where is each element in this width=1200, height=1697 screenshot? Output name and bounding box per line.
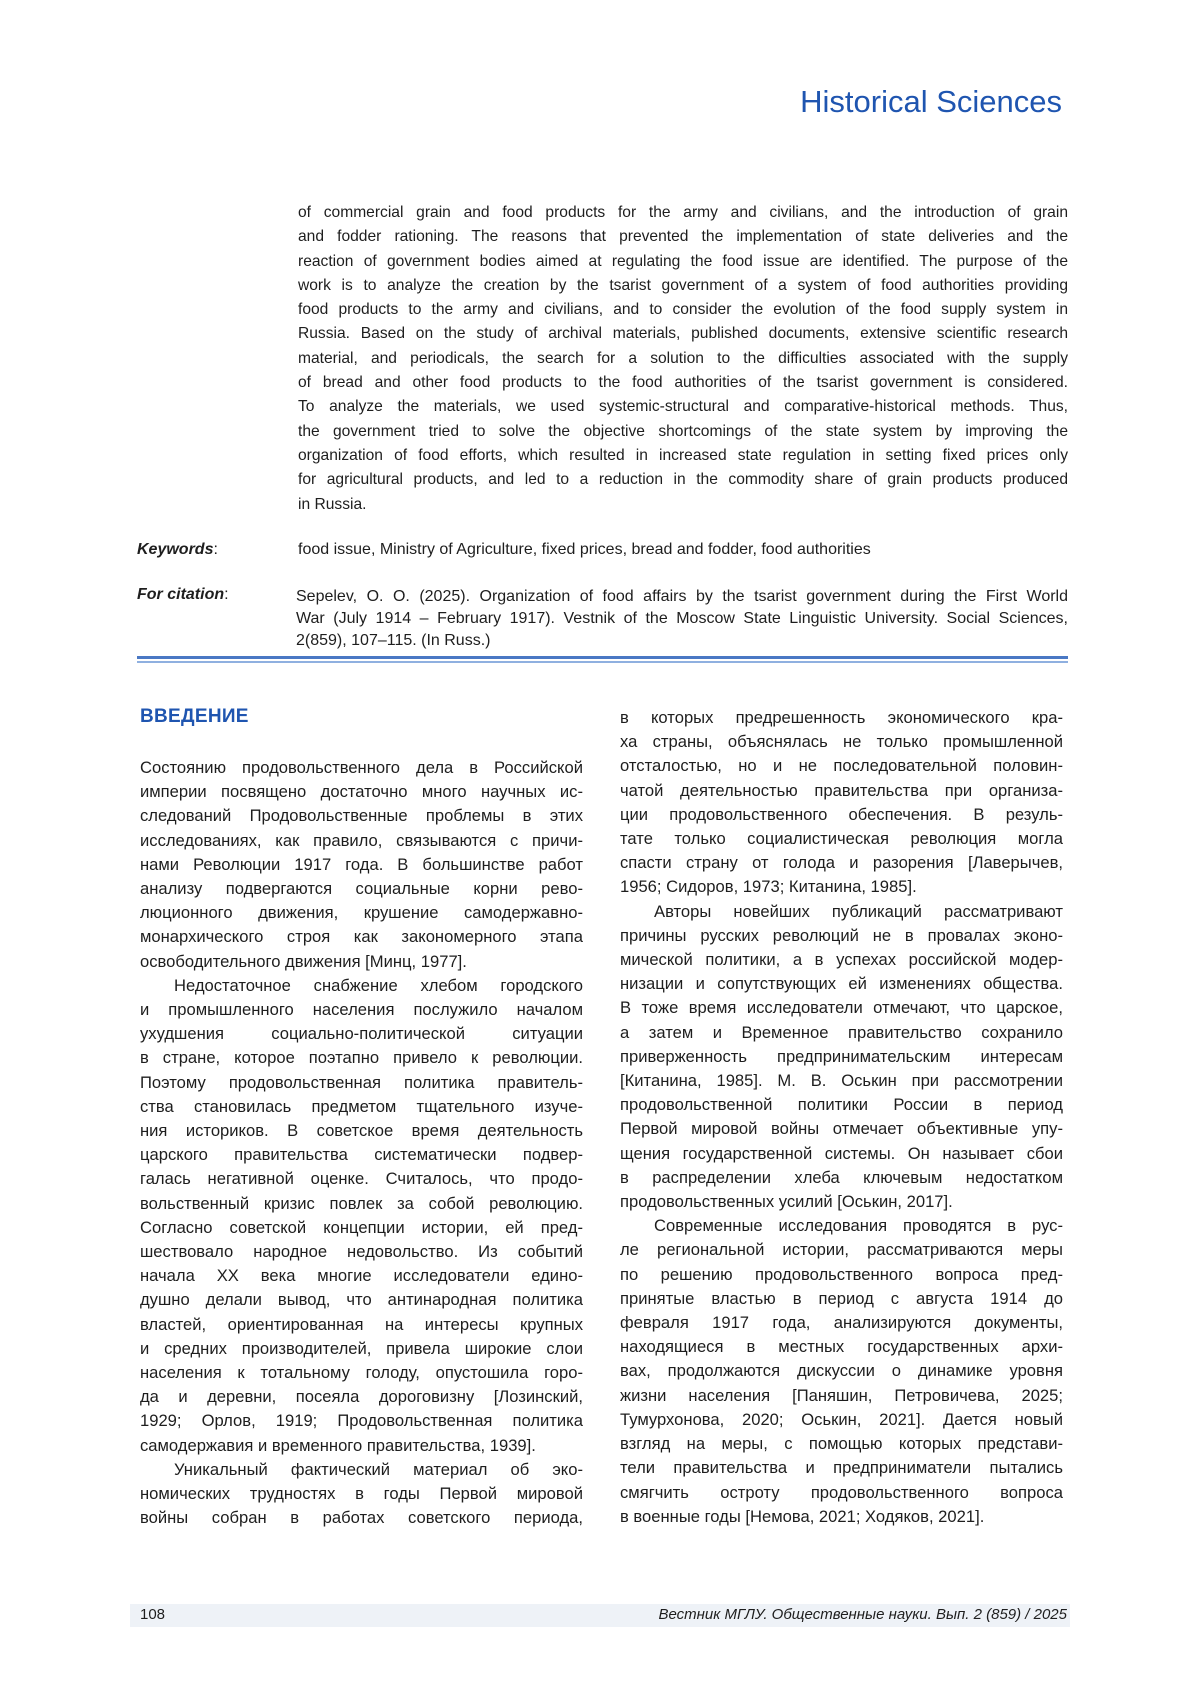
text-line: люционного движения, крушение самодержавно-: [140, 901, 583, 925]
keywords-value: food issue, Ministry of Agriculture, fixed prices, bread and fodder, food authorities: [298, 541, 871, 559]
citation-text: [296, 586, 1068, 652]
section-title: Historical Sciences: [700, 84, 1062, 120]
text-line: а затем и Временное правительство сохранило: [620, 1021, 1063, 1045]
text-line: продовольственной политики России в период: [620, 1093, 1063, 1117]
text-line: низации и сопутствующих ей изменениях общества.: [620, 972, 1063, 996]
text-line: в стране, которое поэтапно привело к революции.: [140, 1046, 583, 1070]
keywords-colon: :: [213, 541, 217, 558]
paragraph: [140, 756, 583, 974]
text-line: ства становилась предметом тщательного изуче-: [140, 1095, 583, 1119]
text-line: смягчить остроту продовольственного вопроса: [620, 1481, 1063, 1505]
text-line: самодержавия и временного правительства, 1939].: [140, 1434, 583, 1458]
text-line: нами Революции 1917 года. В большинстве работ: [140, 853, 583, 877]
citation-colon: :: [224, 586, 228, 603]
text-line: Авторы новейших публикаций рассматривают: [620, 900, 1063, 924]
text-line: щения государственной системы. Он называет сбои: [620, 1142, 1063, 1166]
text-line: Недостаточное снабжение хлебом городского: [140, 974, 583, 998]
text-line: Sepelev, O. O. (2025). Organization of food affairs by the tsarist government during the First World: [296, 586, 1068, 608]
text-line: В тоже время исследователи отмечают, что царское,: [620, 996, 1063, 1020]
text-line: Тумурхонова, 2020; Оськин, 2021]. Дается новый: [620, 1408, 1063, 1432]
text-line: and fodder rationing. The reasons that prevented the implementation of state deliveries and the: [298, 225, 1068, 249]
text-line: Состоянию продовольственного дела в Российской: [140, 756, 583, 780]
text-line: душно делали вывод, что антинародная политика: [140, 1288, 583, 1312]
keywords-label: [137, 541, 218, 559]
text-line: вольственный кризис повлек за собой революцию.: [140, 1192, 583, 1216]
text-line: продовольственных усилий [Оськин, 2017].: [620, 1190, 1063, 1214]
divider-rule: [137, 656, 1068, 659]
text-line: Russia. Based on the study of archival materials, published documents, extensive scientific research: [298, 322, 1068, 346]
text-line: Первой мировой войны отмечает объективные упу-: [620, 1117, 1063, 1141]
text-line: мической политики, а в успехах российской модер-: [620, 948, 1063, 972]
keywords-label-text: Keywords: [137, 541, 213, 558]
text-line: властей, ориентированная на интересы крупных: [140, 1313, 583, 1337]
text-line: шествовало народное недовольство. Из событий: [140, 1240, 583, 1264]
paragraph: [620, 706, 1063, 900]
text-line: приверженность предпринимательским интересам: [620, 1045, 1063, 1069]
text-line: To analyze the materials, we used systemic-structural and comparative-historical methods. Thus,: [298, 395, 1068, 419]
text-line: войны собран в работах советского периода,: [140, 1506, 583, 1530]
text-line: ухудшения социально-политической ситуации: [140, 1022, 583, 1046]
text-line: царского правительства систематически подвер-: [140, 1143, 583, 1167]
text-line: for agricultural products, and led to a reduction in the commodity share of grain products produced: [298, 468, 1068, 492]
citation-label: [137, 586, 229, 604]
section-heading-introduction: ВВЕДЕНИЕ: [140, 706, 249, 728]
text-line: спасти страну от голода и разорения [Лаверычев,: [620, 851, 1063, 875]
text-line: [Китанина, 1985]. М. В. Оськин при рассмотрении: [620, 1069, 1063, 1093]
text-line: ции продовольственного обеспечения. В резуль-: [620, 803, 1063, 827]
journal-issue: Вестник МГЛУ. Общественные науки. Вып. 2 (859) / 2025: [658, 1606, 1067, 1623]
text-column-right: [620, 706, 1063, 1529]
text-line: следований Продовольственные проблемы в этих: [140, 804, 583, 828]
paragraph: [140, 1458, 583, 1531]
text-line: номических трудностях в годы Первой мировой: [140, 1482, 583, 1506]
text-line: принятые властью в период с августа 1914 до: [620, 1287, 1063, 1311]
text-line: да и деревни, посеяла дороговизну [Лозинский,: [140, 1385, 583, 1409]
text-line: и средних производителей, привела широкие слои: [140, 1337, 583, 1361]
page-number: 108: [140, 1606, 165, 1623]
text-line: по решению продовольственного вопроса пред-: [620, 1263, 1063, 1287]
text-line: organization of food efforts, which resulted in increased state regulation in setting fixed prices only: [298, 444, 1068, 468]
text-line: исследованиях, как правило, связываются с причи-: [140, 829, 583, 853]
text-line: галась негативной оценке. Считалось, что продо-: [140, 1167, 583, 1191]
text-line: находящиеся в местных государственных архи-: [620, 1335, 1063, 1359]
text-line: ния историков. В советское время деятельность: [140, 1119, 583, 1143]
paragraph: [140, 974, 583, 1458]
text-line: и промышленного населения послужило началом: [140, 998, 583, 1022]
text-line: material, and periodicals, the search for a solution to the difficulties associated with the supply: [298, 347, 1068, 371]
text-line: the government tried to solve the objective shortcomings of the state system by improving the: [298, 420, 1068, 444]
text-line: жизни населения [Паняшин, Петровичева, 2025;: [620, 1384, 1063, 1408]
abstract: [298, 201, 1068, 517]
text-line: тели правительства и предприниматели пытались: [620, 1456, 1063, 1480]
text-line: Современные исследования проводятся в рус-: [620, 1214, 1063, 1238]
paragraph: [620, 1214, 1063, 1529]
text-line: work is to analyze the creation by the tsarist government of a system of food authorities providing: [298, 274, 1068, 298]
text-line: в которых предрешенность экономического кра-: [620, 706, 1063, 730]
text-line: февраля 1917 года, анализируются документы,: [620, 1311, 1063, 1335]
text-line: of commercial grain and food products for the army and civilians, and the introduction of grain: [298, 201, 1068, 225]
text-line: food products to the army and civilians, and to consider the evolution of the food supply system in: [298, 298, 1068, 322]
text-line: в военные годы [Немова, 2021; Ходяков, 2021].: [620, 1505, 1063, 1529]
text-line: начала XX века многие исследователи едино-: [140, 1264, 583, 1288]
text-line: взгляд на меры, с помощью которых представи-: [620, 1432, 1063, 1456]
text-line: 2(859), 107–115. (In Russ.): [296, 630, 1068, 652]
text-line: населения к тотальному голоду, опустошила горо-: [140, 1361, 583, 1385]
text-line: War (July 1914 – February 1917). Vestnik of the Moscow State Linguistic University. Social Sciences,: [296, 608, 1068, 630]
text-line: Согласно советской концепции истории, ей пред-: [140, 1216, 583, 1240]
text-line: reaction of government bodies aimed at regulating the food issue are identified. The purpose of the: [298, 250, 1068, 274]
text-line: Уникальный фактический материал об эко-: [140, 1458, 583, 1482]
text-line: ле региональной истории, рассматриваются меры: [620, 1238, 1063, 1262]
text-line: ха страны, объяснялась не только промышленной: [620, 730, 1063, 754]
divider-rule-thin: [137, 661, 1068, 663]
text-column-left: [140, 756, 583, 1531]
text-line: 1929; Орлов, 1919; Продовольственная политика: [140, 1409, 583, 1433]
text-line: вах, продолжаются дискуссии о динамике уровня: [620, 1359, 1063, 1383]
text-line: освободительного движения [Минц, 1977].: [140, 950, 583, 974]
text-line: империи посвящено достаточно много научных ис-: [140, 780, 583, 804]
text-line: in Russia.: [298, 493, 1068, 517]
citation-label-text: For citation: [137, 586, 224, 603]
text-line: в распределении хлеба ключевым недостатком: [620, 1166, 1063, 1190]
text-line: of bread and other food products to the food authorities of the tsarist government is considered.: [298, 371, 1068, 395]
text-line: анализу подвергаются социальные корни рево-: [140, 877, 583, 901]
text-line: монархического строя как закономерного этапа: [140, 925, 583, 949]
text-line: причины русских революций не в провалах эконо-: [620, 924, 1063, 948]
text-line: Поэтому продовольственная политика правитель-: [140, 1071, 583, 1095]
text-line: отсталостью, но и не последовательной половин-: [620, 754, 1063, 778]
text-line: 1956; Сидоров, 1973; Китанина, 1985].: [620, 875, 1063, 899]
paragraph: [620, 900, 1063, 1215]
text-line: тате только социалистическая революция могла: [620, 827, 1063, 851]
text-line: чатой деятельностью правительства при организа-: [620, 779, 1063, 803]
